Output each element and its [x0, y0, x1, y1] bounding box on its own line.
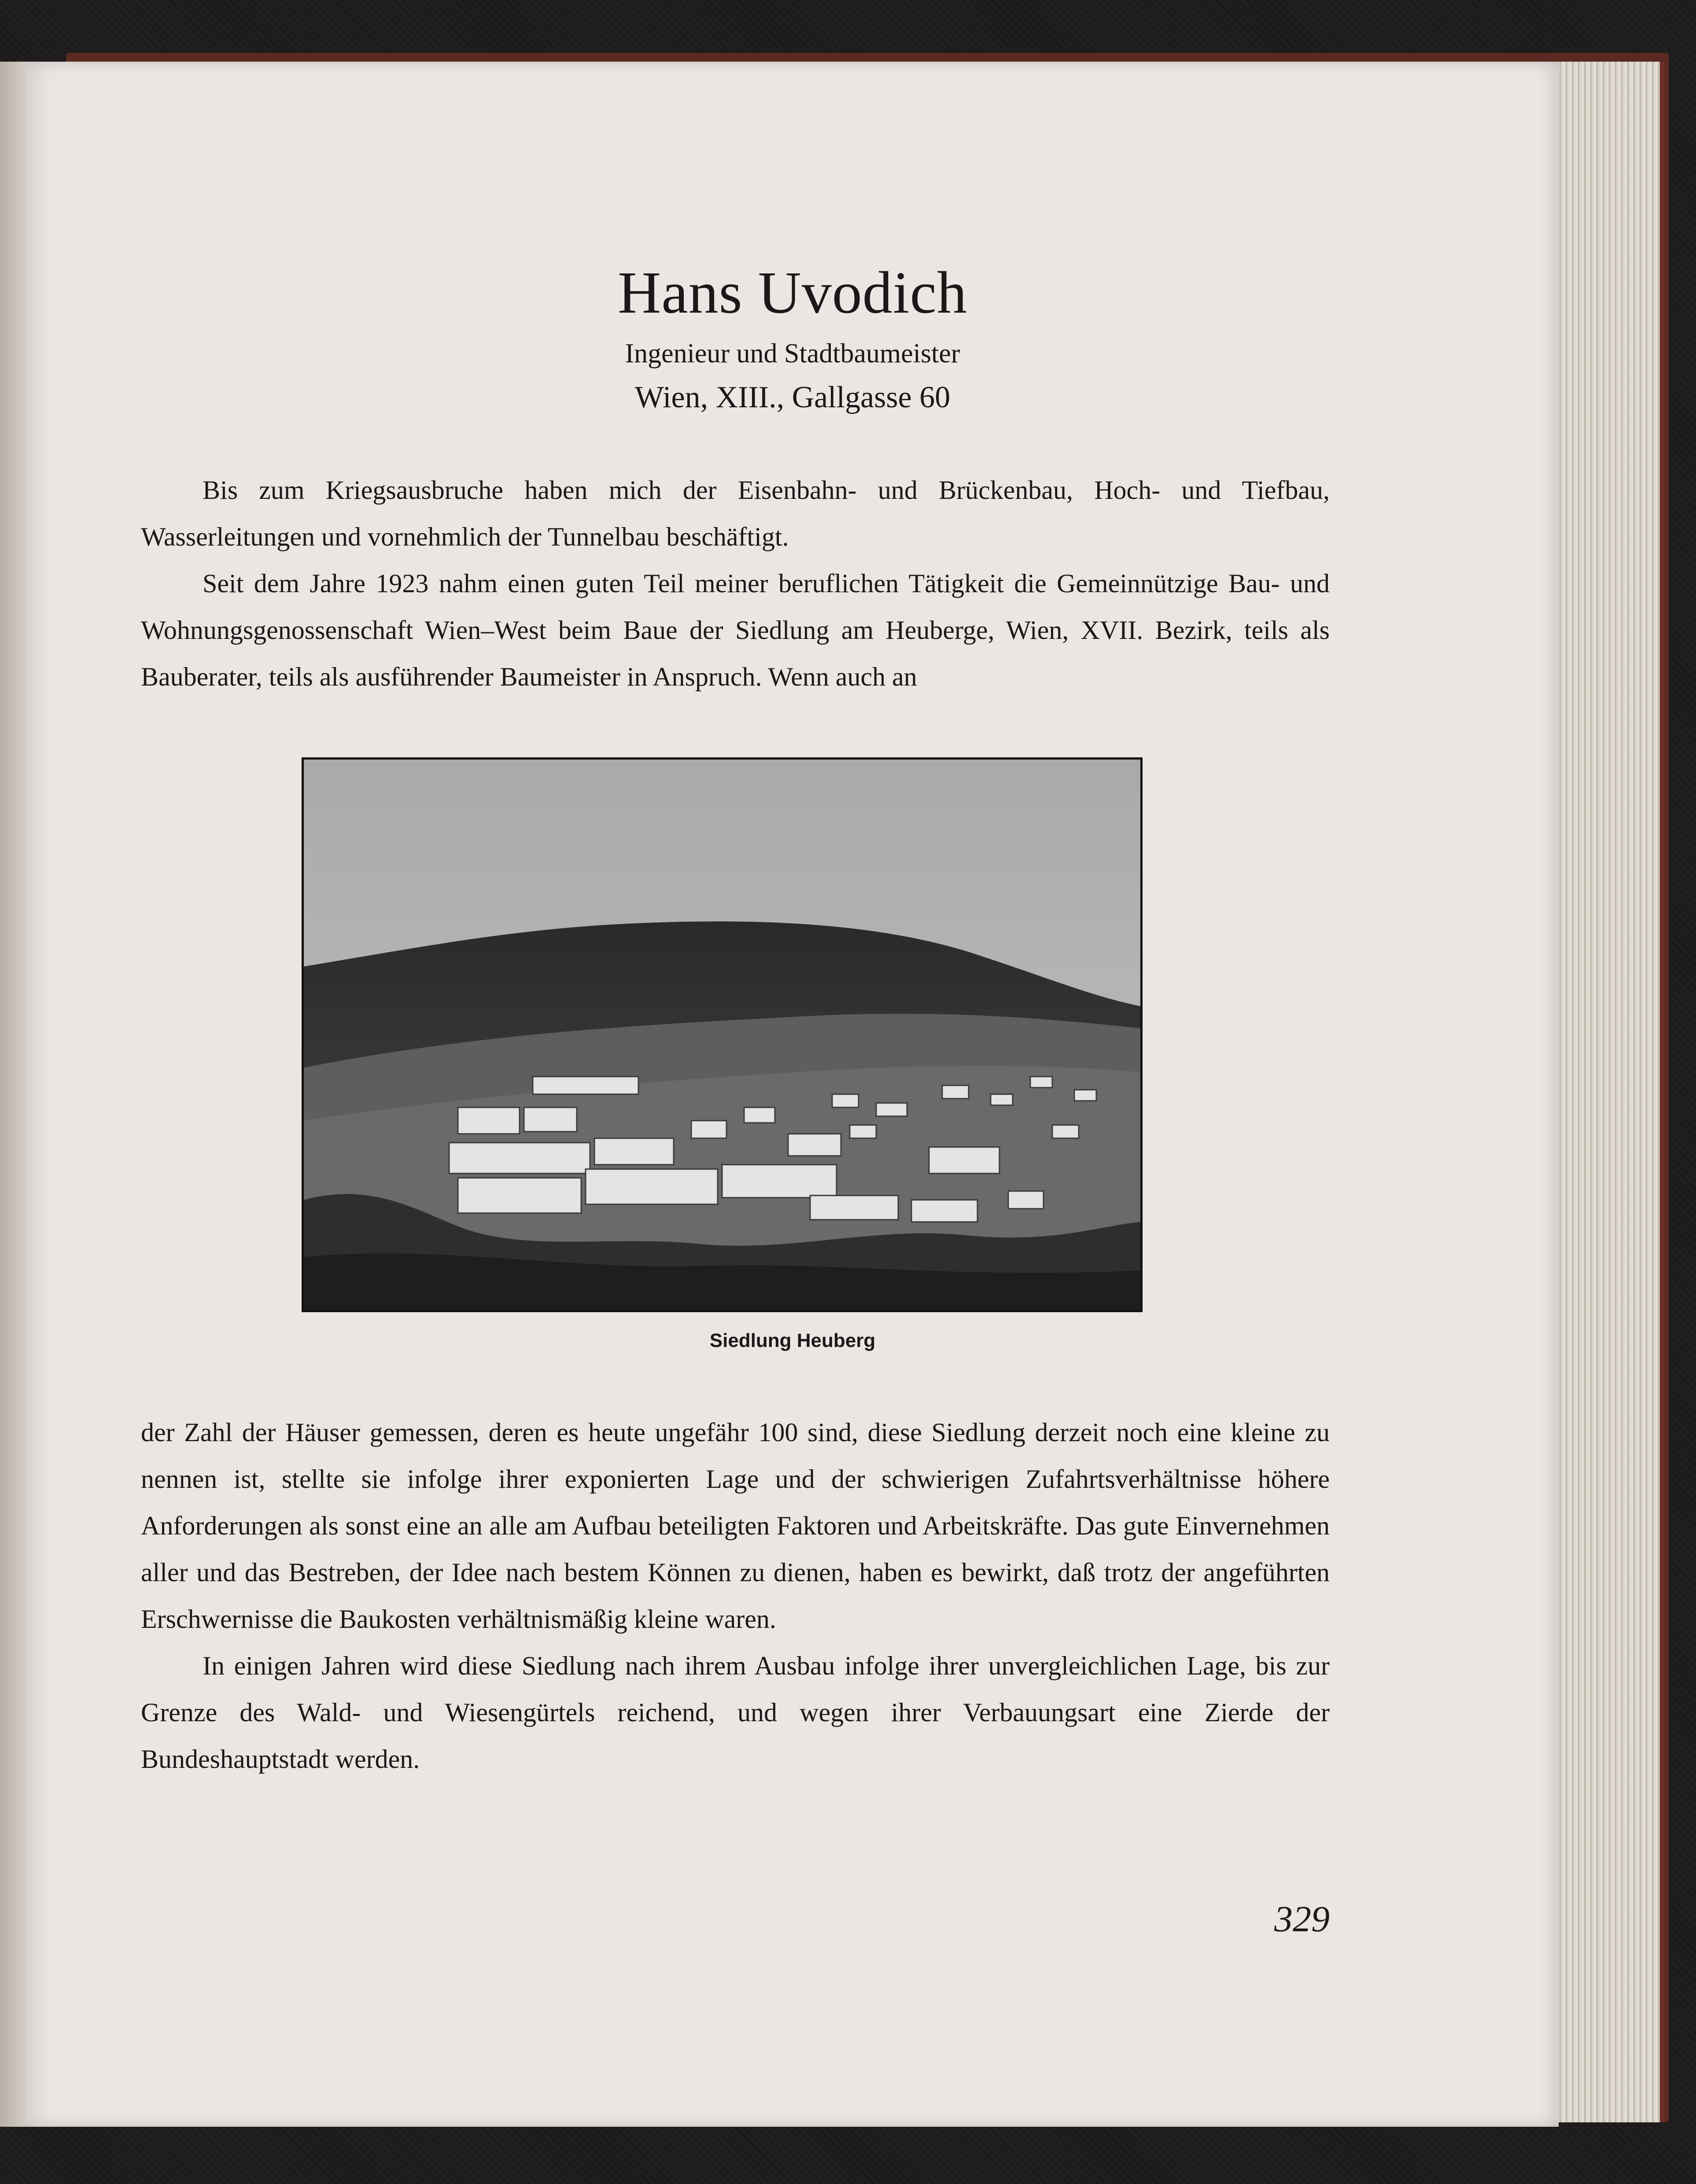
paragraph: In einigen Jahren wird diese Siedlung nach ihrem Ausbau infolge ihrer unvergleichlichen Lage, bis zur Grenze des Wald- und Wiesengürtels reichend, und wegen ihrer Verbauungsart eine Zierde der Bundeshauptstadt werden. [141, 1651, 1330, 1774]
page-number: 329 [1274, 1899, 1330, 1940]
author-name: Hans Uvodich [618, 260, 967, 326]
paragraph: der Zahl der Häuser gemessen, deren es heute ungefähr 100 sind, diese Siedlung derzeit noch eine kleine zu nennen ist, stellte sie infolge ihrer exponierten Lage und der schwierigen Zufahrtsverhältnisse höhere Anforderungen als sonst eine an alle am Aufbau beteiligten Faktoren und Arbeitskräfte. Das gute Einvernehmen aller und das Bestreben, der Idee nach bestem Können zu dienen, haben es bewirkt, daß trotz der angeführten Erschwernisse die Baukosten verhältnismäßig kleine waren. [141, 1418, 1330, 1634]
page-edges [1550, 62, 1664, 2122]
text-block-bottom [141, 1409, 1330, 1782]
text-block-top [141, 467, 1330, 700]
author-address: Wien, XIII., Gallgasse 60 [634, 380, 951, 414]
book-page [26, 62, 1559, 2127]
page-header [26, 260, 1559, 422]
figure-caption: Siedlung Heuberg [709, 1330, 876, 1351]
landscape-photo [304, 760, 1140, 1310]
paragraph: Bis zum Kriegsausbruche haben mich der Eisenbahn- und Brückenbau, Hoch- und Tiefbau, Wasserleitungen und vornehmlich der Tunnelbau beschäftigt. [141, 476, 1330, 551]
paragraph: Seit dem Jahre 1923 nahm einen guten Teil meiner beruflichen Tätigkeit die Gemeinnützige Bau- und Wohnungsgenossenschaft Wien–West beim Baue der Siedlung am Heuberge, Wien, XVII. Bezirk, teils als Bauberater, teils als ausführender Baumeister in Anspruch. Wenn auch an [141, 569, 1330, 691]
author-role: Ingenieur und Stadtbaumeister [625, 339, 960, 369]
photo-siedlung-heuberg [302, 757, 1143, 1312]
